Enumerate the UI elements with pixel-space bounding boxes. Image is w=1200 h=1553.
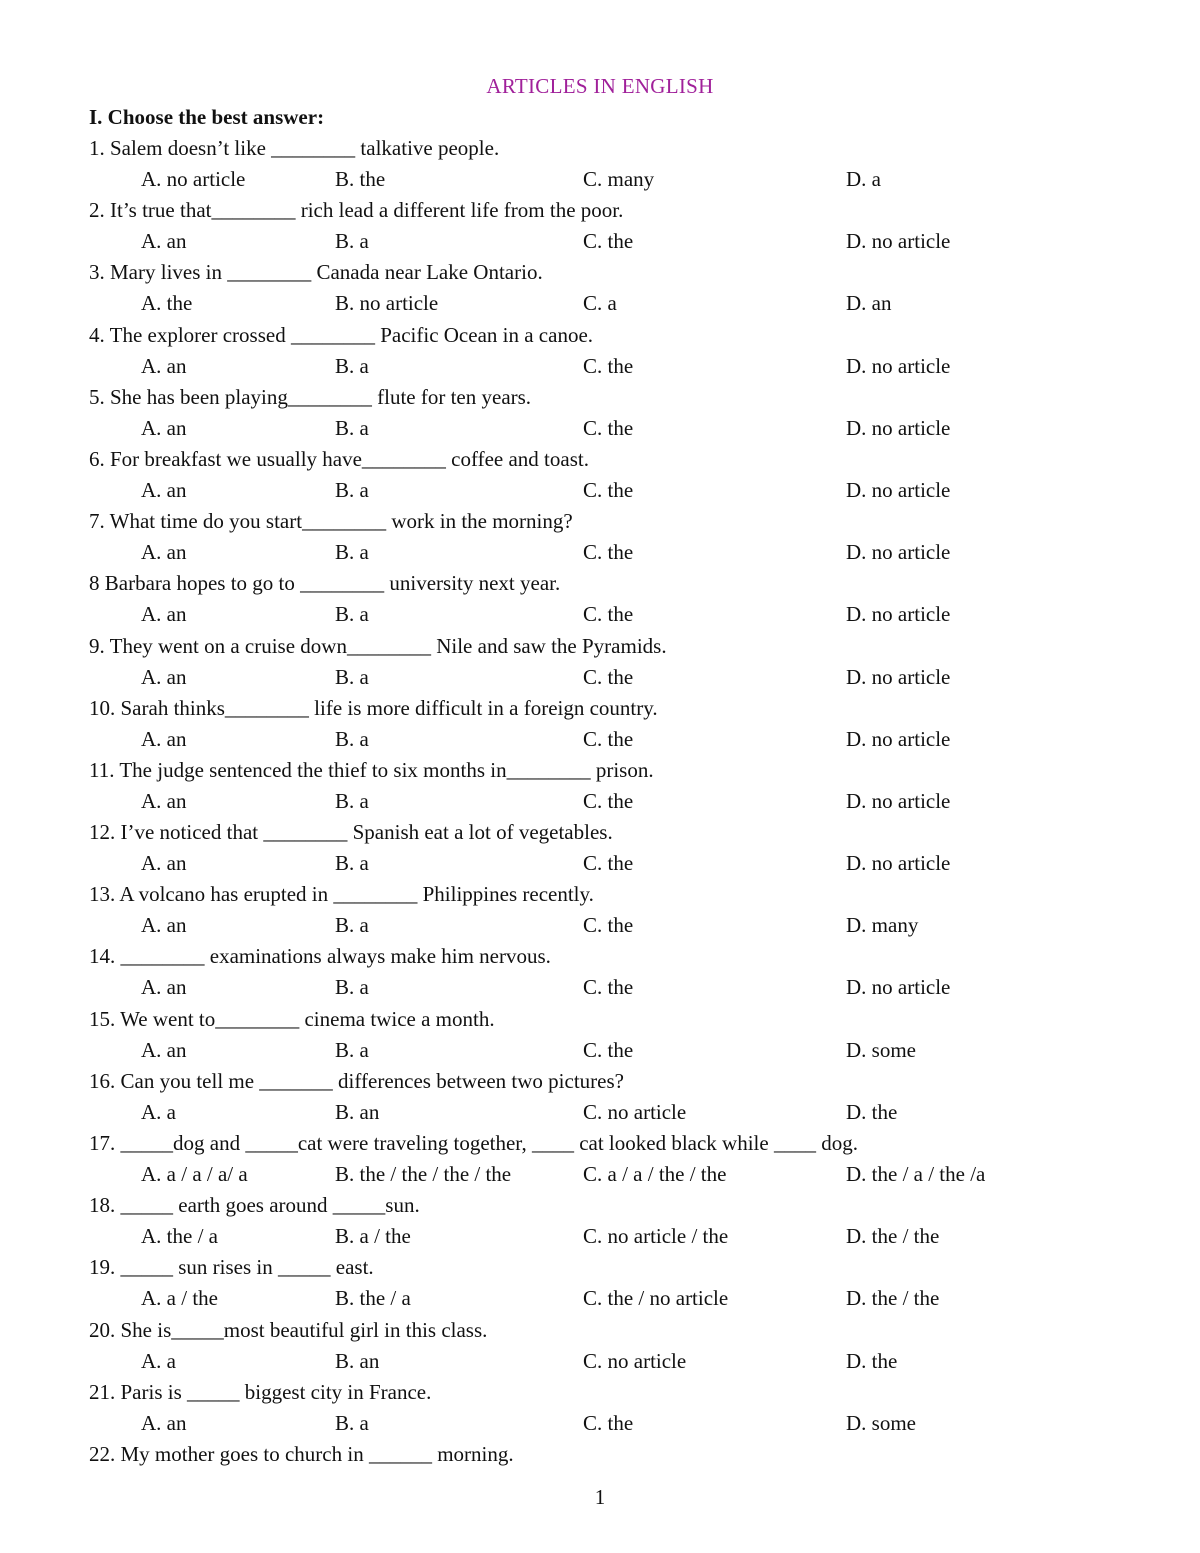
answer-option: C. the (583, 1410, 634, 1435)
answer-option: C. the (583, 353, 634, 378)
question-stem: 13. A volcano has erupted in ________ Philippines recently. (89, 882, 594, 907)
answer-option: B. a / the (335, 1224, 411, 1249)
answer-option: A. the / a (141, 1224, 218, 1249)
question-item (0, 756, 1200, 818)
answer-option: A. an (141, 540, 187, 565)
question-stem: 12. I’ve noticed that ________ Spanish eat a lot of vegetables. (89, 820, 613, 845)
answer-option: A. an (141, 353, 187, 378)
answer-option: B. a (335, 415, 369, 440)
question-stem: 2. It’s true that________ rich lead a different life from the poor. (89, 198, 624, 223)
answer-option: C. a / a / the / the (583, 1162, 727, 1186)
answer-option: C. the (583, 1037, 634, 1062)
answer-option: B. no article (335, 291, 439, 316)
answer-option: D. the / the (846, 1224, 940, 1249)
answer-option: B. the / a (335, 1286, 411, 1311)
answer-option: A. an (141, 477, 187, 502)
answer-option: D. no article (846, 415, 951, 440)
answer-option: C. the (583, 975, 634, 1000)
question-stem: 17. _____dog and _____cat were traveling together, ____ cat looked black while ____ dog. (89, 1131, 858, 1155)
answer-option: D. an (846, 291, 892, 316)
question-list (0, 134, 1200, 1502)
answer-option: A. an (141, 1410, 187, 1435)
answer-option: B. a (335, 664, 369, 689)
answer-option: A. an (141, 975, 187, 1000)
question-stem: 5. She has been playing________ flute for ten years. (89, 384, 532, 409)
answer-option: B. a (335, 1410, 369, 1435)
question-item (0, 569, 1200, 631)
answer-option: A. an (141, 913, 187, 938)
answer-option: C. the (583, 913, 634, 938)
answer-option: A. an (141, 1037, 187, 1062)
question-item (0, 1378, 1200, 1440)
answer-option: C. the (583, 726, 634, 751)
question-item (0, 134, 1200, 196)
answer-option: A. a (141, 1099, 176, 1124)
question-stem: 18. _____ earth goes around _____sun. (89, 1193, 420, 1218)
answer-option: D. a (846, 167, 881, 191)
answer-option: B. a (335, 602, 369, 627)
answer-option: B. a (335, 229, 369, 254)
question-item (0, 196, 1200, 258)
answer-option: D. no article (846, 477, 951, 502)
answer-option: A. an (141, 664, 187, 689)
answer-option: D. no article (846, 726, 951, 751)
question-item (0, 632, 1200, 694)
answer-option: C. no article (583, 1099, 687, 1124)
question-stem: 20. She is_____most beautiful girl in this class. (89, 1317, 488, 1342)
answer-option: C. no article / the (583, 1224, 729, 1249)
question-item (0, 1191, 1200, 1253)
question-item (0, 321, 1200, 383)
answer-option: D. the (846, 1348, 898, 1373)
answer-option: A. an (141, 788, 187, 813)
question-stem: 3. Mary lives in ________ Canada near Lake Ontario. (89, 260, 543, 285)
answer-option: D. no article (846, 602, 951, 627)
answer-option: D. no article (846, 353, 951, 378)
answer-option: B. a (335, 913, 369, 938)
answer-option: A. an (141, 602, 187, 627)
question-stem: 22. My mother goes to church in ______ morning. (89, 1441, 514, 1466)
question-item (0, 507, 1200, 569)
answer-option: B. an (335, 1099, 380, 1124)
answer-option: C. a (583, 291, 617, 316)
section-heading: I. Choose the best answer: (89, 105, 325, 129)
question-item (0, 818, 1200, 880)
question-stem: 7. What time do you start________ work in the morning? (89, 509, 573, 534)
answer-option: D. many (846, 913, 919, 938)
question-stem: 19. _____ sun rises in _____ east. (89, 1255, 374, 1280)
answer-option: A. the (141, 291, 193, 316)
answer-option: C. the (583, 229, 634, 254)
question-stem: 15. We went to________ cinema twice a month. (89, 1006, 495, 1031)
answer-option: A. an (141, 229, 187, 254)
question-stem: 11. The judge sentenced the thief to six months in________ prison. (89, 757, 654, 782)
answer-option: B. a (335, 353, 369, 378)
answer-option: D. no article (846, 851, 951, 876)
answer-option: A. an (141, 415, 187, 440)
answer-option: D. no article (846, 975, 951, 1000)
answer-option: A. a / the (141, 1286, 218, 1311)
answer-option: B. a (335, 1037, 369, 1062)
answer-option: A. a / a / a/ a (141, 1162, 248, 1186)
question-item (0, 1253, 1200, 1315)
answer-option: D. the / the (846, 1286, 940, 1311)
question-item (0, 1067, 1200, 1129)
question-item (0, 383, 1200, 445)
question-stem: 6. For breakfast we usually have________ coffee and toast. (89, 446, 589, 471)
answer-option: C. the (583, 851, 634, 876)
answer-option: A. no article (141, 167, 246, 191)
answer-option: B. a (335, 851, 369, 876)
question-stem: 16. Can you tell me _______ differences between two pictures? (89, 1068, 624, 1093)
question-item (0, 880, 1200, 942)
answer-option: C. the (583, 788, 634, 813)
answer-option: B. the (335, 167, 386, 191)
question-item (0, 1316, 1200, 1378)
question-item (0, 258, 1200, 320)
question-item (0, 1005, 1200, 1067)
answer-option: A. an (141, 726, 187, 751)
question-stem: 1. Salem doesn’t like ________ talkative people. (89, 136, 500, 160)
question-stem: 14. ________ examinations always make him nervous. (89, 944, 551, 969)
question-stem: 21. Paris is _____ biggest city in France. (89, 1379, 432, 1404)
answer-option: D. no article (846, 229, 951, 254)
answer-option: D. the (846, 1099, 898, 1124)
answer-option: C. many (583, 167, 655, 191)
answer-option: C. the (583, 602, 634, 627)
answer-option: C. no article (583, 1348, 687, 1373)
answer-option: D. no article (846, 540, 951, 565)
answer-option: D. no article (846, 788, 951, 813)
document-title: ARTICLES IN ENGLISH (486, 74, 714, 98)
answer-option: B. a (335, 788, 369, 813)
answer-option: A. an (141, 851, 187, 876)
answer-option: C. the / no article (583, 1286, 729, 1311)
question-item (0, 942, 1200, 1004)
answer-option: C. the (583, 415, 634, 440)
answer-option: B. an (335, 1348, 380, 1373)
question-stem: 9. They went on a cruise down________ Nile and saw the Pyramids. (89, 633, 667, 658)
question-stem: 4. The explorer crossed ________ Pacific Ocean in a canoe. (89, 322, 594, 347)
answer-option: B. a (335, 540, 369, 565)
answer-option: B. a (335, 726, 369, 751)
answer-option: A. a (141, 1348, 176, 1373)
question-stem: 8 Barbara hopes to go to ________ university next year. (89, 571, 561, 596)
answer-option: B. a (335, 477, 369, 502)
question-stem: 10. Sarah thinks________ life is more difficult in a foreign country. (89, 695, 658, 720)
answer-option: D. some (846, 1410, 916, 1435)
answer-option: C. the (583, 540, 634, 565)
answer-option: D. some (846, 1037, 916, 1062)
answer-option: D. no article (846, 664, 951, 689)
answer-option: C. the (583, 664, 634, 689)
page-number: 1 (594, 1485, 606, 1509)
answer-option: D. the / a / the /a (846, 1162, 986, 1186)
answer-option: B. a (335, 975, 369, 1000)
question-item (0, 445, 1200, 507)
question-item (0, 694, 1200, 756)
answer-option: B. the / the / the / the (335, 1162, 512, 1186)
question-item (0, 1129, 1200, 1191)
answer-option: C. the (583, 477, 634, 502)
